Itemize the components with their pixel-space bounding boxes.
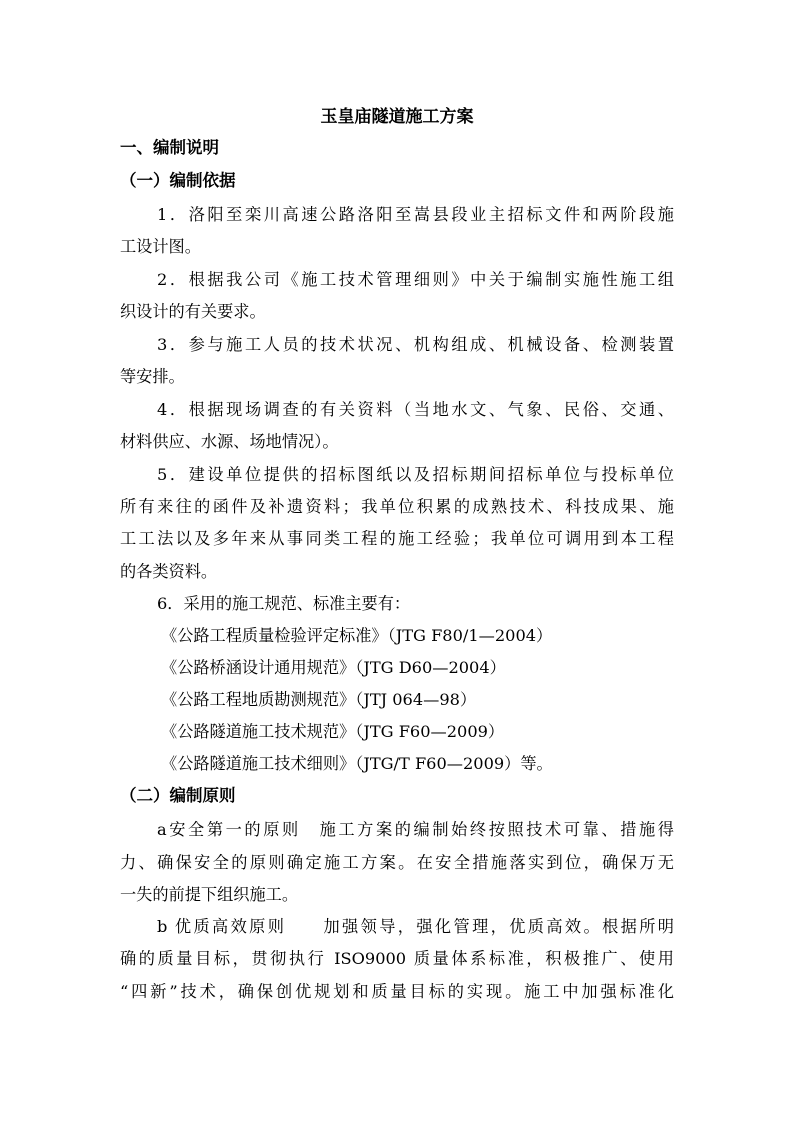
basis-item-5-line-2: 所有来往的函件及补遗资料；我单位积累的成熟技术、科技成果、施 [120,497,674,516]
basis-item-1-line-2: 工设计图。 [120,237,201,256]
basis-item-3-line-2: 等安排。 [120,367,185,386]
principle-a-line-1: a安全第一的原则 施工方案的编制始终按照技术可靠、措施得 [157,820,674,839]
principle-b-line-1: b 优质高效原则 加强领导，强化管理，优质高效。根据所明 [157,917,674,936]
basis-item-1-line-1: 1．洛阳至栾川高速公路洛阳至嵩县段业主招标文件和两阶段施 [157,205,674,224]
basis-item-2-line-1: 2．根据我公司《施工技术管理细则》中关于编制实施性施工组 [157,270,674,289]
basis-item-5-line-1: 5．建设单位提供的招标图纸以及招标期间招标单位与投标单位 [157,465,674,484]
basis-item-6: 6．采用的施工规范、标准主要有： [157,594,411,613]
principle-b-line-3: “四新”技术，确保创优规划和质量目标的实现。施工中加强标准化 [120,982,674,1001]
basis-item-3-line-1: 3．参与施工人员的技术状况、机构组成、机械设备、检测装置 [157,335,674,354]
section-heading-explanation: 一、编制说明 [120,138,219,157]
basis-item-5-line-3: 工工法以及多年来从事同类工程的施工经验；我单位可调用到本工程 [120,529,674,548]
standard-item: 《公路桥涵设计通用规范》（JTG D60—2004） [161,658,506,677]
principle-b-line-2: 确的质量目标，贯彻执行 ISO9000 质量体系标准，积极推广、使用 [120,949,674,968]
basis-item-4-line-2: 材料供应、水源、场地情况）。 [120,432,339,451]
standard-item: 《公路隧道施工技术细则》（JTG/T F60—2009）等。 [161,754,553,773]
standard-item: 《公路隧道施工技术规范》（JTG F60—2009） [161,722,505,741]
subsection-heading-principles: （二）编制原则 [120,786,236,805]
document-title: 玉皇庙隧道施工方案 [320,107,474,127]
principle-a-line-3: 一失的前提下组织施工。 [120,885,299,904]
standard-item: 《公路工程地质勘测规范》（JTJ 064—98） [161,690,477,709]
standard-item: 《公路工程质量检验评定标准》（JTG F80/1—2004） [161,626,553,645]
principle-a-line-2: 力、确保安全的原则确定施工方案。在安全措施落实到位，确保万无 [120,853,674,872]
basis-item-5-line-4: 的各类资料。 [120,562,218,581]
basis-item-4-line-1: 4．根据现场调查的有关资料（当地水文、气象、民俗、交通、 [157,400,674,419]
basis-item-2-line-2: 织设计的有关要求。 [120,302,266,321]
subsection-heading-basis: （一）编制依据 [120,171,236,190]
